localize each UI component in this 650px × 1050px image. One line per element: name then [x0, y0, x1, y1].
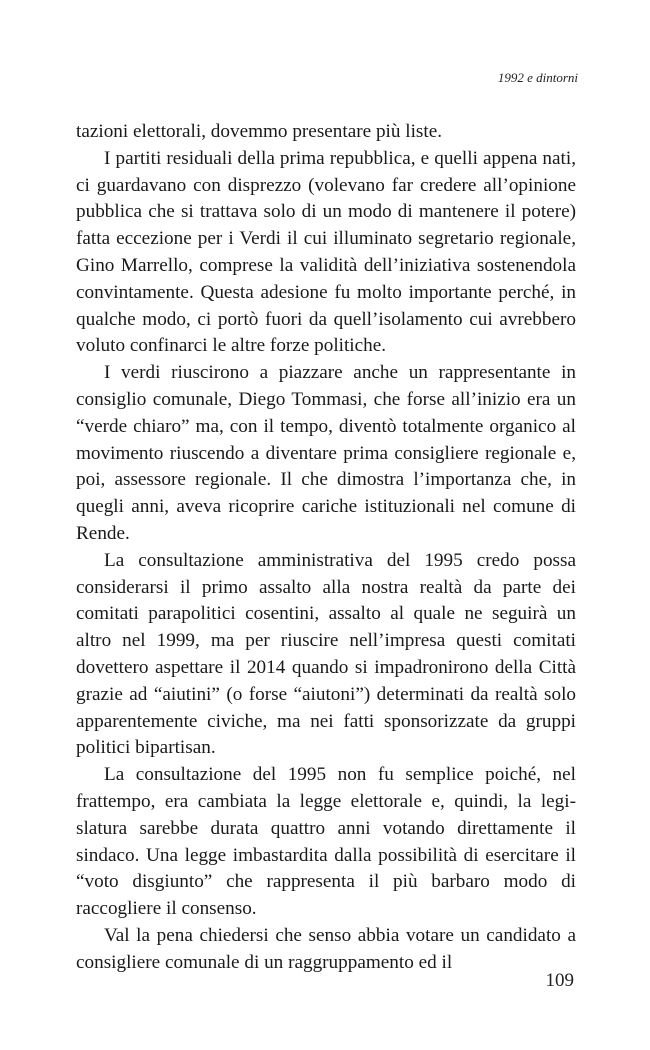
paragraph: Val la pena chiedersi che senso abbia votare un candidato a consigliere comunale di un raggruppamento ed il — [76, 924, 576, 973]
paragraph: La consultazione amministrativa del 1995 credo possa considerarsi il primo assalto alla nostra realtà da parte dei comitati parapolitici cosentini, assalto al quale ne seguirà un altro nel 1999, ma per riuscire nell’impresa questi comitati dovettero aspettare il 2014 quando si impadronirono della Città grazie ad “aiutini” (o forse “aiutoni”) determinati da realtà solo apparentemente civiche, ma nei fatti sponsorizzate da gruppi politici bipartisan. — [76, 549, 576, 759]
paragraph: La consultazione del 1995 non fu semplice poiché, nel frattempo, era cambiata la legge elettorale e, quindi, la legislatura sarebbe durata quattro anni votando direttamente il sindaco. Una legge imbastardita dalla possibilità di esercitare il “voto disgiunto” che rappresenta il più barbaro modo di raccogliere il consenso. — [76, 764, 576, 920]
page-number: 109 — [545, 970, 574, 991]
paragraph: I verdi riuscirono a piazzare anche un rappresentante in consiglio comunale, Diego Tommasi, che forse all’inizio era un “verde chiaro” ma, con il tempo, diventò totalmente organico al movimento riuscendo a diventare prima consigliere regionale e, poi, assessore regionale. Il che dimostra l’importanza che, in quegli anni, aveva ricoprire cariche istituzionali nel comune di Rende. — [76, 362, 576, 544]
running-header: 1992 e dintorni — [497, 70, 578, 85]
paragraph: I partiti residuali della prima repubblica, e quelli appena nati, ci guardavano con disprezzo (volevano far credere all’opinione pubblica che si trattava solo di un modo di mantenere il potere) fatta eccezione per i Verdi il cui illuminato segretario regionale, Gino Marrello, comprese la validità dell’iniziativa sostenendola convintamente. Questa adesione fu molto importante perché, in qualche modo, ci portò fuori da quell’isolamento cui avrebbero voluto confinarci le altre forze politiche. — [76, 147, 576, 357]
body-text — [76, 119, 576, 977]
paragraph: tazioni elettorali, dovemmo presentare più liste. — [76, 121, 443, 142]
